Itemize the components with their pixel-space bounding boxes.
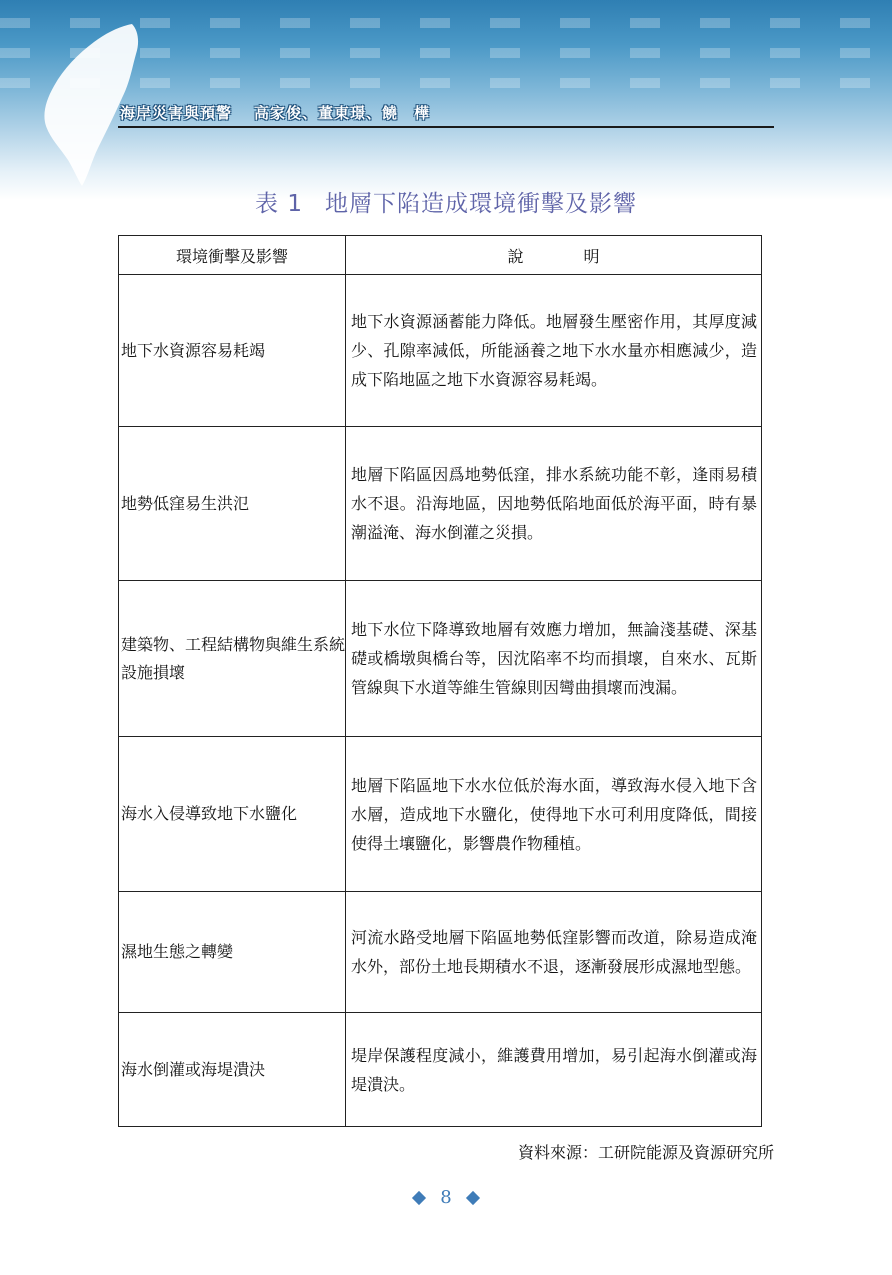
impact-cell: 地勢低窪易生洪氾 — [119, 427, 346, 581]
page-footer — [0, 1187, 892, 1208]
table-title — [0, 185, 892, 218]
diamond-right-icon — [466, 1191, 480, 1205]
header-rule — [118, 126, 774, 128]
desc-cell: 河流水路受地層下陷區地勢低窪影響而改道，除易造成淹水外，部份土地長期積水不退，逐漸發展形成濕地型態。 — [346, 892, 762, 1013]
header-authors: 高家俊、董東璟、饒 樺 — [254, 104, 431, 122]
table-row — [119, 1013, 762, 1127]
desc-cell: 地層下陷區因爲地勢低窪，排水系統功能不彰，逢雨易積水不退。沿海地區，因地勢低陷地面低於海平面，時有暴潮溢淹、海水倒灌之災損。 — [346, 427, 762, 581]
column-header-desc-text: 說明 — [507, 246, 660, 266]
column-header-desc — [346, 236, 762, 275]
column-header-impact: 環境衝擊及影響 — [119, 236, 346, 275]
table-row — [119, 427, 762, 581]
running-header — [120, 102, 430, 123]
header-series: 海岸災害與預警 — [120, 104, 233, 122]
source-note: 資料來源：工研院能源及資源研究所 — [517, 1143, 774, 1162]
desc-cell: 地下水資源涵蓄能力降低。地層發生壓密作用，其厚度減少、孔隙率減低，所能涵養之地下水水量亦相應減少，造成下陷地區之地下水資源容易耗竭。 — [346, 275, 762, 427]
table-row — [119, 581, 762, 737]
table-header-row — [119, 236, 762, 275]
impact-cell: 海水入侵導致地下水鹽化 — [119, 737, 346, 892]
impact-cell: 建築物、工程結構物與維生系統設施損壞 — [119, 581, 346, 737]
desc-cell: 地下水位下降導致地層有效應力增加，無論淺基礎、深基礎或橋墩與橋台等，因沈陷率不均而損壞，自來水、瓦斯管線與下水道等維生管線則因彎曲損壞而洩漏。 — [346, 581, 762, 737]
diamond-left-icon — [412, 1191, 426, 1205]
impact-cell: 濕地生態之轉變 — [119, 892, 346, 1013]
impact-table — [118, 235, 762, 1127]
desc-cell: 地層下陷區地下水水位低於海水面，導致海水侵入地下含水層，造成地下水鹽化，使得地下水可利用度降低，間接使得土壤鹽化，影響農作物種植。 — [346, 737, 762, 892]
table-row — [119, 737, 762, 892]
table-title-text: 地層下陷造成環境衝擊及影響 — [324, 191, 637, 217]
page-number: 8 — [440, 1187, 452, 1208]
table-number: 表 1 — [255, 191, 303, 217]
impact-cell: 海水倒灌或海堤潰決 — [119, 1013, 346, 1127]
table-row — [119, 892, 762, 1013]
impact-cell: 地下水資源容易耗竭 — [119, 275, 346, 427]
header-banner — [0, 0, 892, 200]
table-row — [119, 275, 762, 427]
desc-cell: 堤岸保護程度減小，維護費用增加，易引起海水倒灌或海堤潰決。 — [346, 1013, 762, 1127]
